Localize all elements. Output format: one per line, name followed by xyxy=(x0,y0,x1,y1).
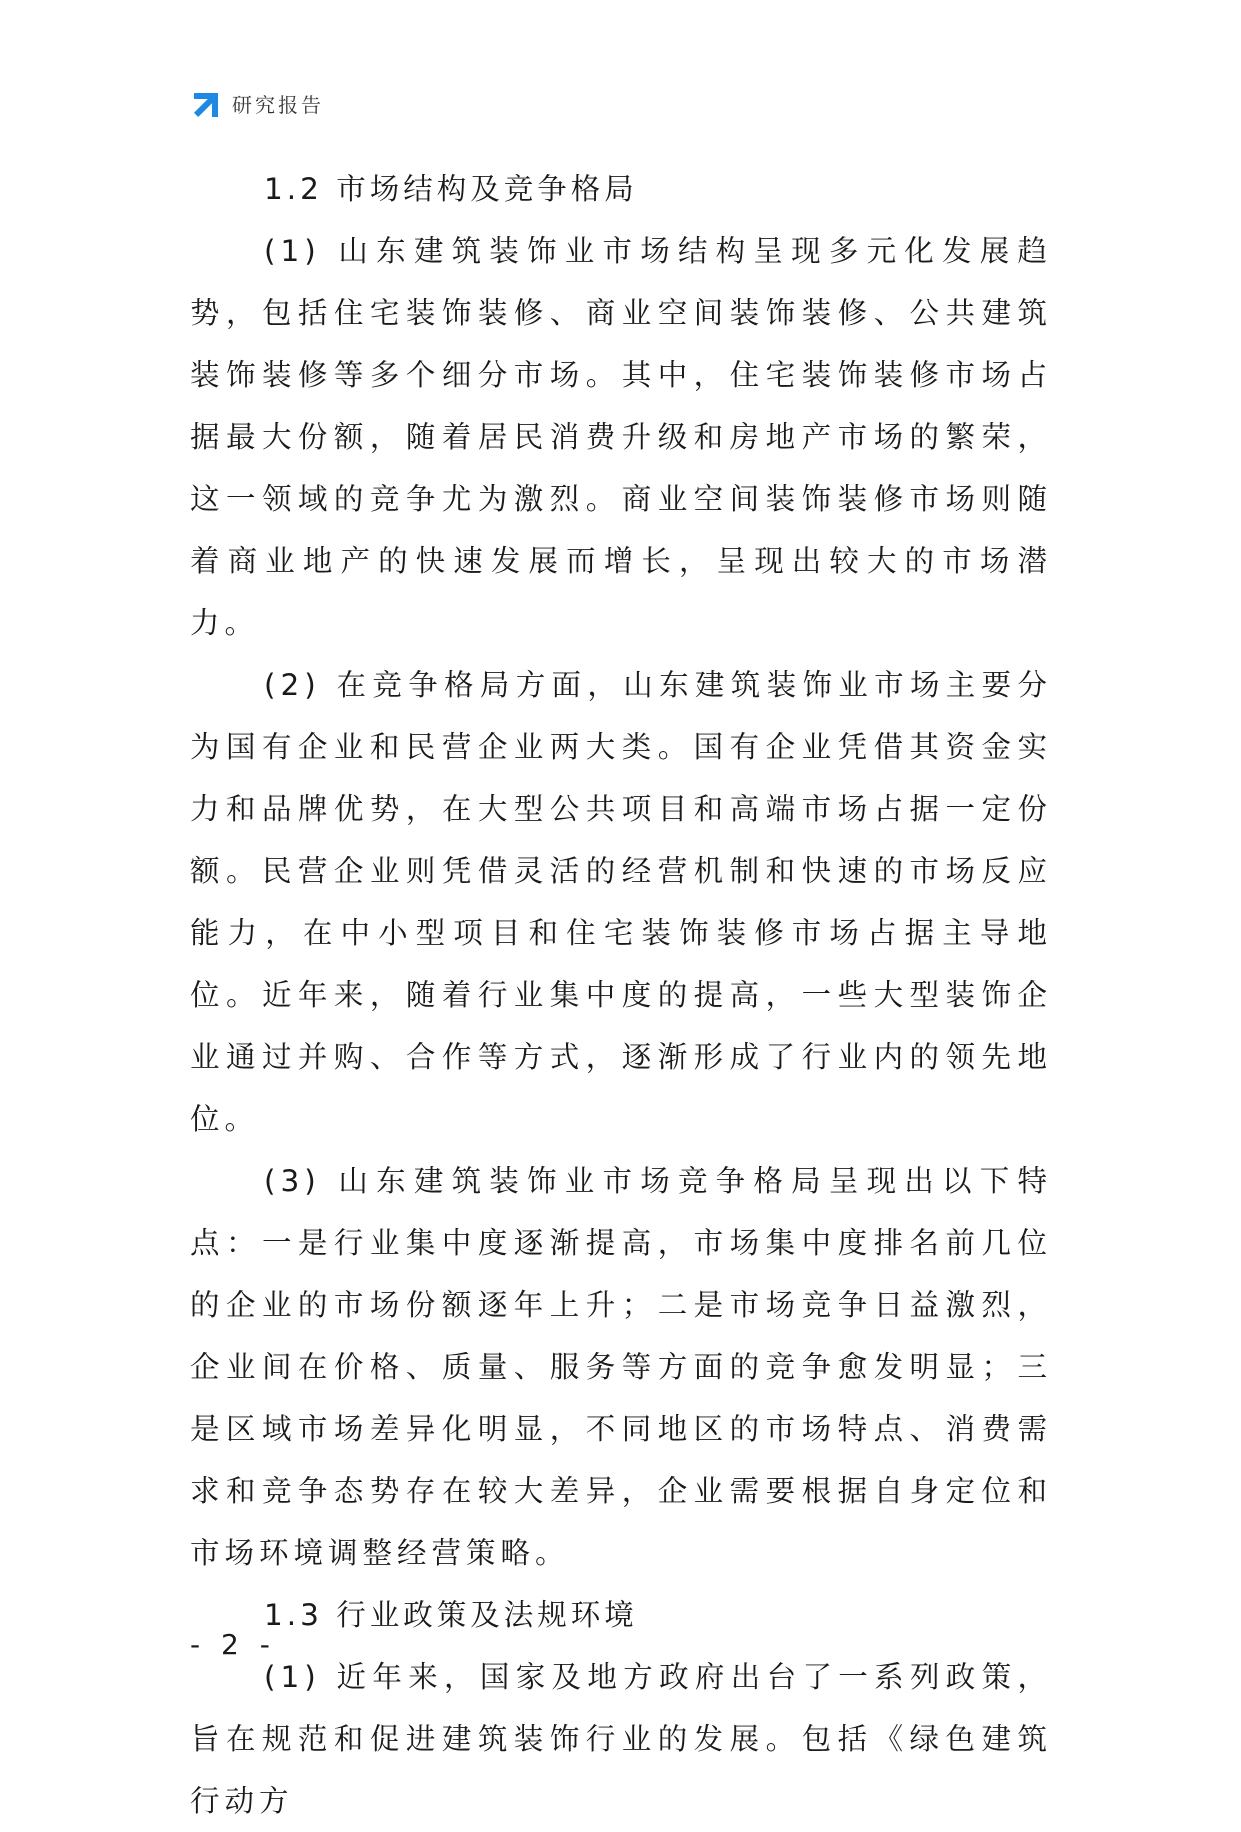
arrow-up-right-icon xyxy=(190,89,222,121)
section-heading-1-2: 1.2 市场结构及竞争格局 xyxy=(264,172,638,206)
page-number: - 2 - xyxy=(190,1628,276,1661)
section-heading-1-3: 1.3 行业政策及法规环境 xyxy=(264,1598,638,1632)
document-body xyxy=(190,158,1052,1832)
paragraph: (1) 山东建筑装饰业市场结构呈现多元化发展趋势，包括住宅装饰装修、商业空间装饰装修、公共建筑装饰装修等多个细分市场。其中，住宅装饰装修市场占据最大份额，随着居民消费升级和房地产市场的繁荣，这一领域的竞争尤为激烈。商业空间装饰装修市场则随着商业地产的快速发展而增长，呈现出较大的市场潜力。 xyxy=(190,234,1052,640)
paragraph: (1) 近年来，国家及地方政府出台了一系列政策，旨在规范和促进建筑装饰行业的发展。包括《绿色建筑行动方 xyxy=(190,1660,1052,1818)
report-header xyxy=(190,88,324,122)
paragraph: (3) 山东建筑装饰业市场竞争格局呈现出以下特点：一是行业集中度逐渐提高，市场集中度排名前几位的企业的市场份额逐年上升；二是市场竞争日益激烈，企业间在价格、质量、服务等方面的竞争愈发明显；三是区域市场差异化明显，不同地区的市场特点、消费需求和竞争态势存在较大差异，企业需要根据自身定位和市场环境调整经营策略。 xyxy=(190,1164,1052,1570)
header-title: 研究报告 xyxy=(232,93,324,117)
paragraph: (2) 在竞争格局方面，山东建筑装饰业市场主要分为国有企业和民营企业两大类。国有企业凭借其资金实力和品牌优势，在大型公共项目和高端市场占据一定份额。民营企业则凭借灵活的经营机制和快速的市场反应能力，在中小型项目和住宅装饰装修市场占据主导地位。近年来，随着行业集中度的提高，一些大型装饰企业通过并购、合作等方式，逐渐形成了行业内的领先地位。 xyxy=(190,668,1052,1136)
